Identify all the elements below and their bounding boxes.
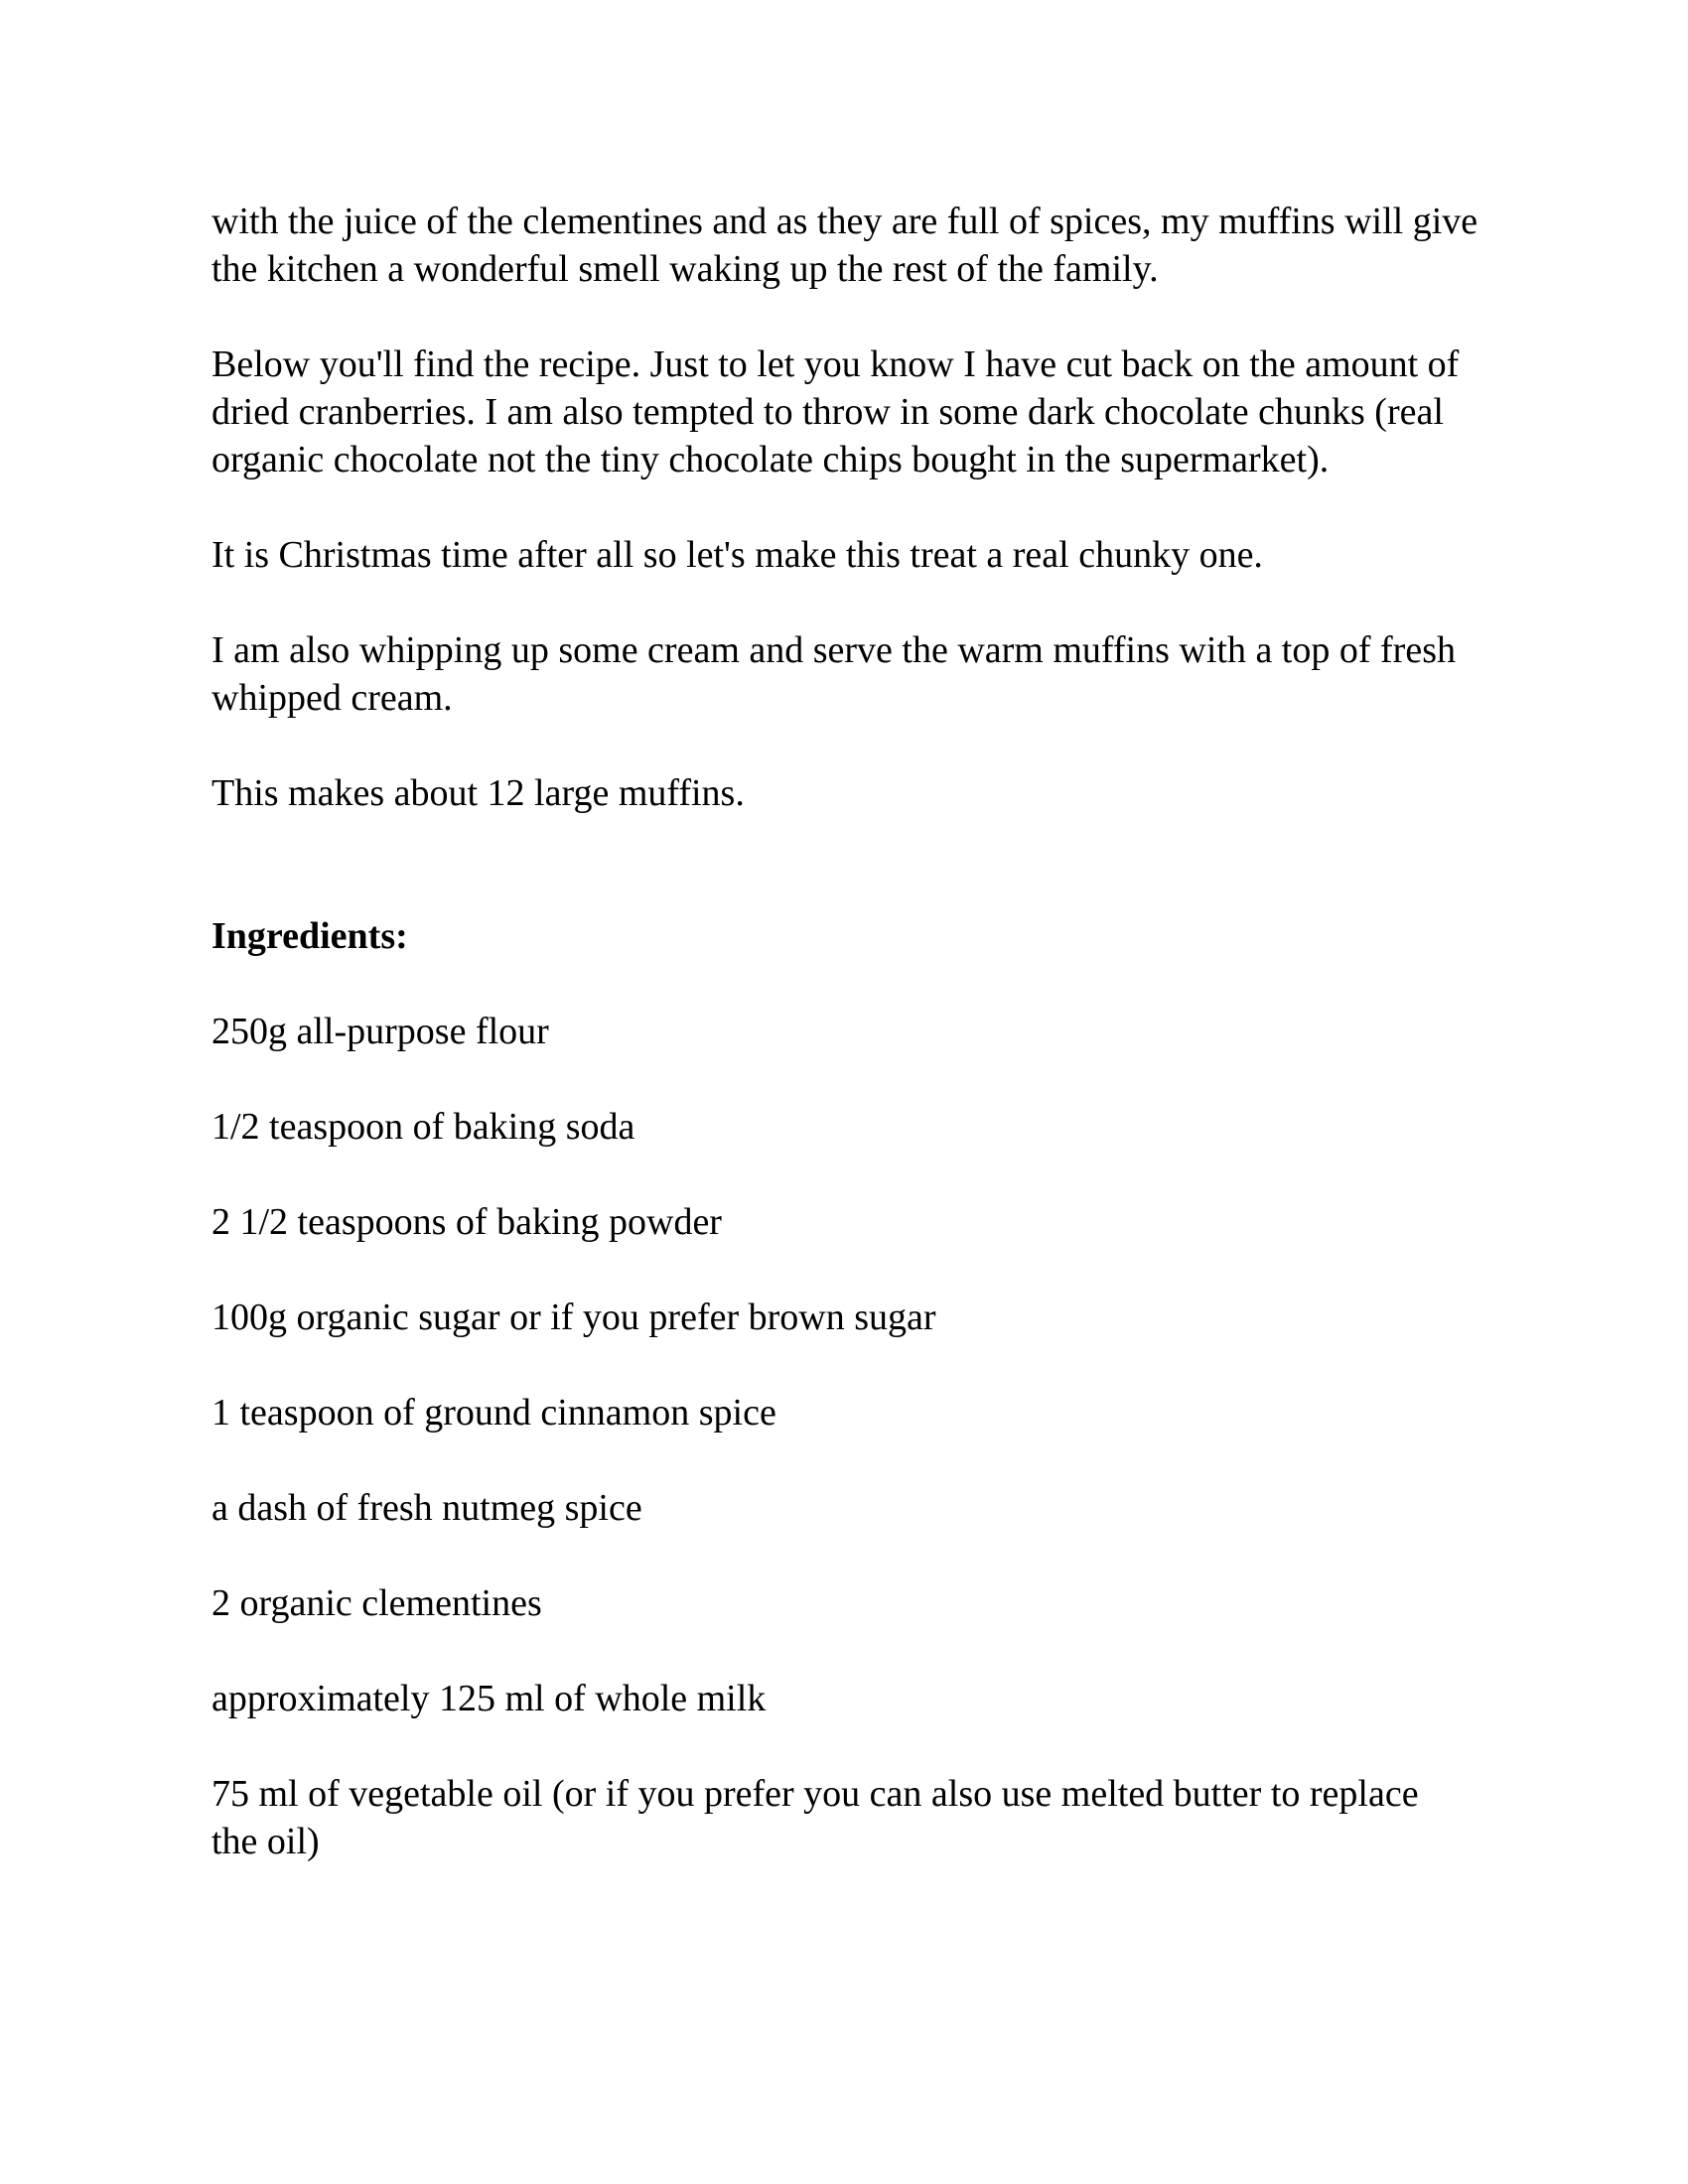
ingredient-item: 2 1/2 teaspoons of baking powder xyxy=(211,1201,722,1243)
ingredient-item: approximately 125 ml of whole milk xyxy=(211,1678,767,1719)
ingredient-item: 2 organic clementines xyxy=(211,1582,542,1624)
ingredient-item: a dash of fresh nutmeg spice xyxy=(211,1487,642,1529)
ingredient-item: 75 ml of vegetable oil (or if you prefer you can also use melted butter to replace the oil) xyxy=(211,1773,1419,1862)
ingredient-item: 250g all-purpose flour xyxy=(211,1011,549,1052)
intro-paragraph: with the juice of the clementines and as they are full of spices, my muffins will give the kitchen a wonderful smell waking up the rest of the family. xyxy=(211,201,1478,290)
ingredients-heading: Ingredients: xyxy=(211,915,408,957)
ingredient-item: 1 teaspoon of ground cinnamon spice xyxy=(211,1392,776,1433)
intro-paragraph: I am also whipping up some cream and serve the warm muffins with a top of fresh whipped cream. xyxy=(211,629,1456,719)
intro-paragraph: It is Christmas time after all so let's make this treat a real chunky one. xyxy=(211,534,1263,576)
document-page xyxy=(211,198,1502,1913)
intro-paragraph: This makes about 12 large muffins. xyxy=(211,772,745,814)
ingredient-item: 100g organic sugar or if you prefer brown sugar xyxy=(211,1297,936,1338)
ingredient-item: 1/2 teaspoon of baking soda xyxy=(211,1106,635,1148)
intro-paragraph: Below you'll find the recipe. Just to let you know I have cut back on the amount of dried cranberries. I am also tempted to throw in some dark chocolate chunks (real organic chocolate not the tiny chocolate chips bought in the supermarket). xyxy=(211,343,1460,480)
